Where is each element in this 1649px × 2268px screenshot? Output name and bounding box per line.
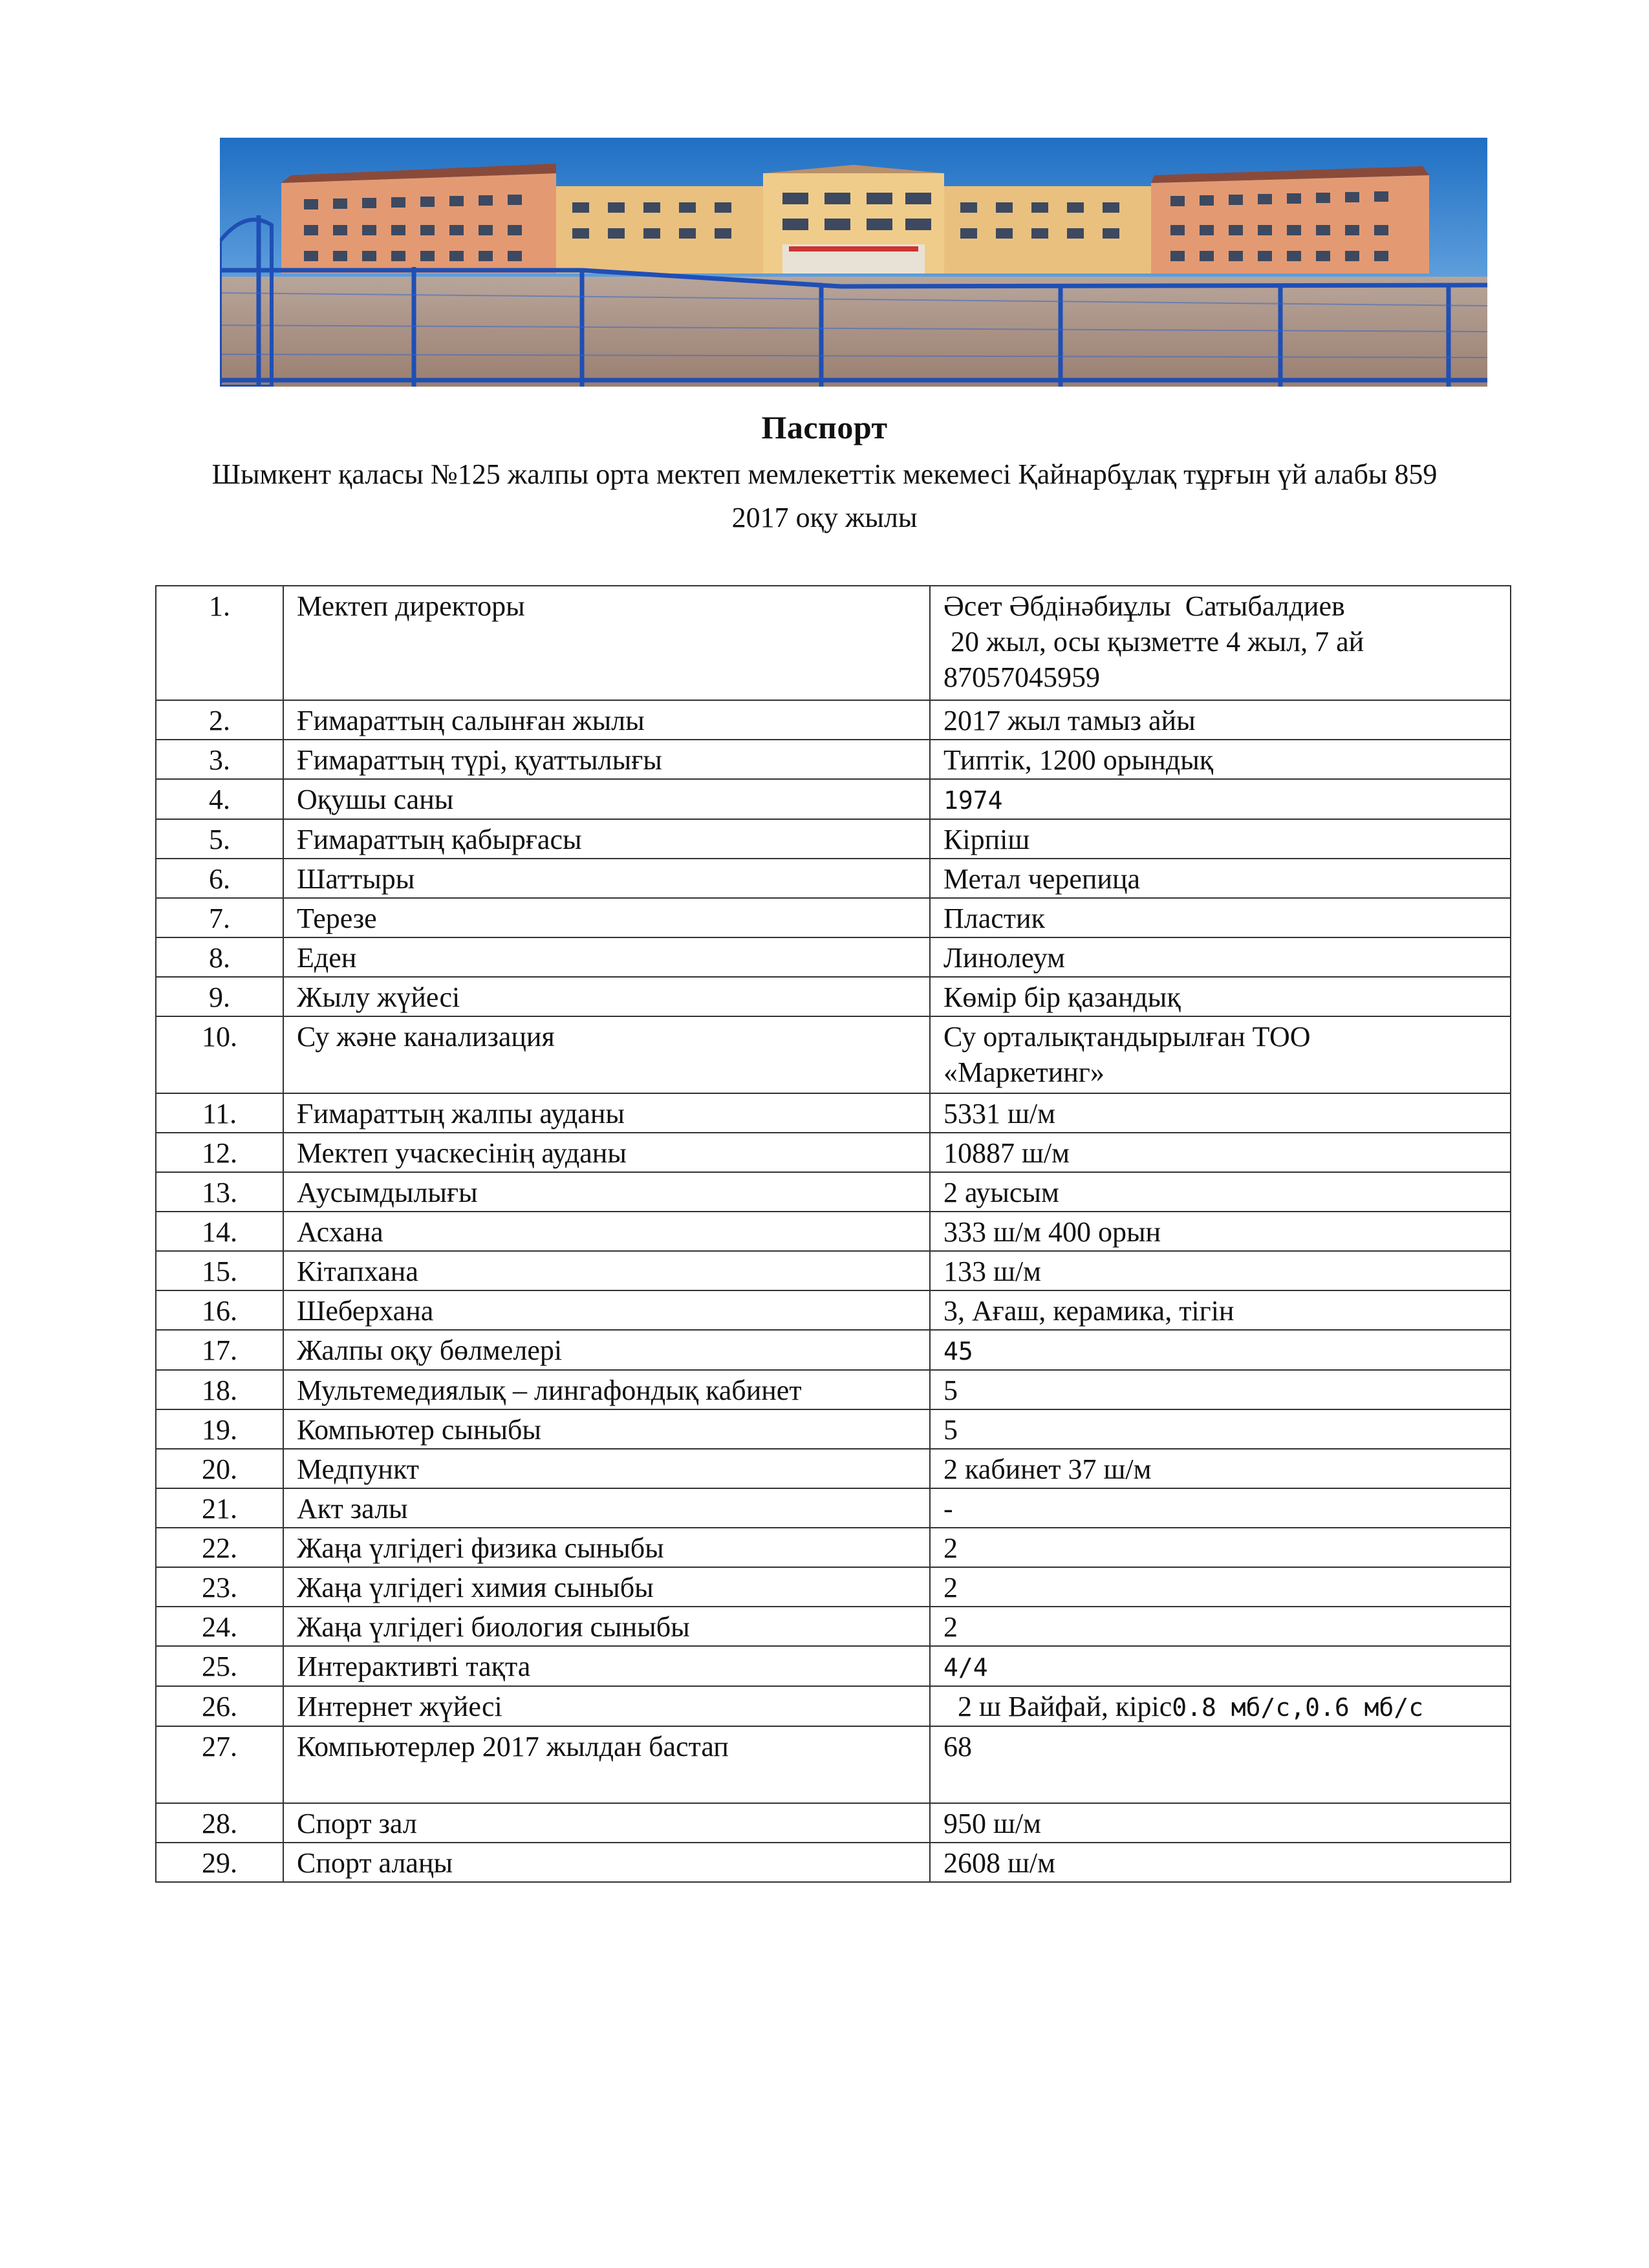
row-label: Компьютерлер 2017 жылдан бастап: [283, 1726, 930, 1803]
table-row: [156, 1726, 1511, 1803]
table-row: [156, 700, 1511, 740]
row-value-text: 2: [943, 1572, 958, 1603]
row-value: [930, 1409, 1511, 1449]
table-row: [156, 1567, 1511, 1607]
table-row: [156, 1843, 1511, 1882]
row-value-line: 20 жыл, осы қызметте 4 жыл, 7 ай: [943, 626, 1364, 658]
row-number: 3.: [156, 740, 283, 779]
row-label: Оқушы саны: [283, 779, 930, 819]
row-value-text: 333 ш/м 400 орын: [943, 1216, 1161, 1248]
row-label: Мультемедиялық – лингафондық кабинет: [283, 1370, 930, 1409]
row-value-text: 5: [943, 1375, 958, 1406]
row-number: 24.: [156, 1607, 283, 1646]
table-row: [156, 740, 1511, 779]
table-row: [156, 819, 1511, 859]
row-value-line: Су орталықтандырылған ТОО: [943, 1021, 1311, 1053]
row-value-text: 2: [943, 1611, 958, 1643]
row-label: Асхана: [283, 1212, 930, 1251]
row-value: [930, 1646, 1511, 1686]
row-label: Ғимараттың жалпы ауданы: [283, 1093, 930, 1133]
document-academic-year: 2017 оқу жылы: [731, 502, 918, 533]
table-row: [156, 1133, 1511, 1172]
row-number: 9.: [156, 977, 283, 1016]
table-row: [156, 1093, 1511, 1133]
row-value-speed: 0.8 мб/с,0.6 мб/с: [1172, 1693, 1424, 1722]
row-value: [930, 700, 1511, 740]
row-label: Жылу жүйесі: [283, 977, 930, 1016]
row-value-text: 2 ауысым: [943, 1177, 1059, 1208]
row-value: [930, 1330, 1511, 1370]
table-row: [156, 898, 1511, 937]
row-number: 8.: [156, 937, 283, 977]
row-value: [930, 898, 1511, 937]
row-value-text: Линолеум: [943, 942, 1066, 974]
row-number: 18.: [156, 1370, 283, 1409]
row-value-text: Пластик: [943, 903, 1045, 934]
row-value: [930, 1016, 1511, 1093]
row-label: Жаңа үлгідегі физика сыныбы: [283, 1528, 930, 1567]
row-label: Мектеп директоры: [283, 586, 930, 700]
table-row: [156, 1212, 1511, 1251]
row-value: [930, 740, 1511, 779]
row-number: 1.: [156, 586, 283, 700]
row-number: 27.: [156, 1726, 283, 1803]
row-label: Мектеп учаскесінің ауданы: [283, 1133, 930, 1172]
row-value: [930, 1567, 1511, 1607]
row-value: [930, 1843, 1511, 1882]
table-row: [156, 1290, 1511, 1330]
row-value-text: 2608 ш/м: [943, 1847, 1055, 1879]
row-number: 13.: [156, 1172, 283, 1212]
row-label: Ғимараттың салынған жылы: [283, 700, 930, 740]
row-value-text: 2017 жыл тамыз айы: [943, 705, 1196, 736]
row-value: [930, 1803, 1511, 1843]
row-number: 7.: [156, 898, 283, 937]
document-subtitle: Шымкент қаласы №125 жалпы орта мектеп мемлекеттік мекемесі Қайнарбұлақ тұрғын үй алабы 859: [211, 458, 1438, 490]
row-value: [930, 1686, 1511, 1726]
row-value-text: 5331 ш/м: [943, 1098, 1055, 1129]
row-number: 25.: [156, 1646, 283, 1686]
table-row: [156, 1646, 1511, 1686]
row-value: [930, 1488, 1511, 1528]
row-label: Медпункт: [283, 1449, 930, 1488]
row-value: [930, 1449, 1511, 1488]
table-row: [156, 1016, 1511, 1093]
table-row: [156, 779, 1511, 819]
table-row: [156, 1449, 1511, 1488]
row-value: [930, 586, 1511, 700]
table-row: [156, 1409, 1511, 1449]
row-number: 26.: [156, 1686, 283, 1726]
row-value: [930, 819, 1511, 859]
row-number: 20.: [156, 1449, 283, 1488]
row-value-text: 10887 ш/м: [943, 1137, 1070, 1169]
row-value-text: 2: [943, 1532, 958, 1564]
row-value-text: 1974: [943, 786, 1003, 815]
row-value: [930, 1212, 1511, 1251]
table-row: [156, 1370, 1511, 1409]
row-value: [930, 779, 1511, 819]
row-label: Шеберхана: [283, 1290, 930, 1330]
row-value: [930, 1607, 1511, 1646]
table-row: [156, 1803, 1511, 1843]
table-row: [156, 977, 1511, 1016]
row-value: [930, 1093, 1511, 1133]
row-label: Жалпы оқу бөлмелері: [283, 1330, 930, 1370]
row-label: Ғимараттың түрі, қуаттылығы: [283, 740, 930, 779]
row-value-text: Типтік, 1200 орындық: [943, 744, 1214, 776]
row-number: 14.: [156, 1212, 283, 1251]
row-number: 15.: [156, 1251, 283, 1290]
row-label: Жаңа үлгідегі биология сыныбы: [283, 1607, 930, 1646]
document-title: Паспорт: [761, 409, 888, 445]
row-number: 21.: [156, 1488, 283, 1528]
table-row: [156, 1528, 1511, 1567]
row-label: Шаттыры: [283, 859, 930, 898]
row-value: [930, 1133, 1511, 1172]
row-number: 29.: [156, 1843, 283, 1882]
row-value: [930, 1370, 1511, 1409]
row-value: [930, 1251, 1511, 1290]
row-value-text: Кірпіш: [943, 824, 1030, 855]
row-label: Жаңа үлгідегі химия сыныбы: [283, 1567, 930, 1607]
row-value-text: -: [943, 1493, 953, 1524]
table-row: [156, 1607, 1511, 1646]
row-label: Интернет жүйесі: [283, 1686, 930, 1726]
row-value: [930, 1726, 1511, 1803]
row-number: 5.: [156, 819, 283, 859]
row-value-text: Көмір бір қазандық: [943, 981, 1181, 1013]
row-number: 12.: [156, 1133, 283, 1172]
row-label: Акт залы: [283, 1488, 930, 1528]
table-row: [156, 937, 1511, 977]
row-value: [930, 937, 1511, 977]
row-value-line: Әсет Әбдінәбиұлы Сатыбалдиев: [943, 590, 1345, 622]
row-number: 4.: [156, 779, 283, 819]
row-value-text: Метал черепица: [943, 863, 1141, 895]
row-value-text: 950 ш/м: [943, 1808, 1041, 1839]
row-number: 19.: [156, 1409, 283, 1449]
table-row: [156, 1251, 1511, 1290]
row-number: 2.: [156, 700, 283, 740]
row-label: Терезе: [283, 898, 930, 937]
table-row: [156, 1172, 1511, 1212]
row-number: 16.: [156, 1290, 283, 1330]
row-value-line: «Маркетинг»: [943, 1056, 1105, 1088]
row-value-text: 2 ш Вайфай, кіріс: [943, 1691, 1172, 1722]
passport-table: [155, 585, 1511, 1883]
row-value-text: 68: [943, 1731, 972, 1762]
table-row: [156, 1686, 1511, 1726]
row-number: 11.: [156, 1093, 283, 1133]
row-value: [930, 977, 1511, 1016]
row-number: 6.: [156, 859, 283, 898]
row-value-text: 4/4: [943, 1653, 988, 1682]
row-value-line: 87057045959: [943, 661, 1100, 693]
row-number: 28.: [156, 1803, 283, 1843]
row-label: Су және канализация: [283, 1016, 930, 1093]
row-label: Аусымдылығы: [283, 1172, 930, 1212]
table-row: [156, 1330, 1511, 1370]
row-value-text: 5: [943, 1414, 958, 1446]
row-label: Интерактивті тақта: [283, 1646, 930, 1686]
table-row: [156, 1488, 1511, 1528]
row-number: 17.: [156, 1330, 283, 1370]
row-label: Спорт алаңы: [283, 1843, 930, 1882]
row-value-text: 2 кабинет 37 ш/м: [943, 1453, 1152, 1485]
row-value-text: 133 ш/м: [943, 1256, 1041, 1287]
row-value-text: 3, Ағаш, керамика, тігін: [943, 1295, 1234, 1327]
row-value: [930, 1528, 1511, 1567]
row-label: Компьютер сыныбы: [283, 1409, 930, 1449]
row-label: Кітапхана: [283, 1251, 930, 1290]
row-value: [930, 1172, 1511, 1212]
row-number: 10.: [156, 1016, 283, 1093]
row-value: [930, 859, 1511, 898]
row-label: Ғимараттың қабырғасы: [283, 819, 930, 859]
table-row: [156, 859, 1511, 898]
table-row: [156, 586, 1511, 700]
school-building-photo: [220, 138, 1487, 387]
row-label: Спорт зал: [283, 1803, 930, 1843]
row-value: [930, 1290, 1511, 1330]
row-value-text: 45: [943, 1337, 973, 1365]
row-label: Еден: [283, 937, 930, 977]
row-number: 23.: [156, 1567, 283, 1607]
row-number: 22.: [156, 1528, 283, 1567]
